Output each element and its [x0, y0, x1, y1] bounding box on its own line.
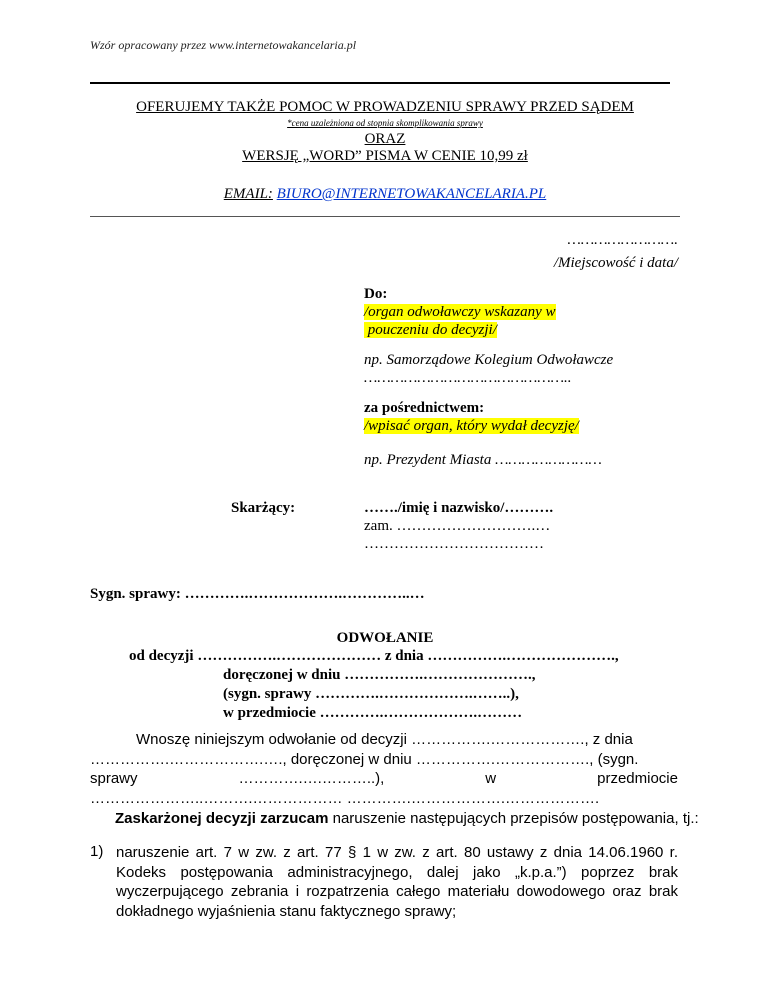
addressee-organ-line-1: /organ odwoławczy wskazany w: [364, 304, 556, 320]
list-item-text: naruszenie art. 7 w zw. z art. 77 § 1 w zw. z art. 80 ustawy z dnia 14.06.1960 r. Kodeks postępowania administracyjnego, dalej jako „k.p.a.”) poprzez brak wyczerpującego zebrania i rozpatrzenia całego materiału dowodowego oraz brak dokładnego wyjaśnienia stanu faktycznego sprawy;: [116, 844, 678, 920]
paragraph-line-2: …………….……………….…., doręczonej w dniu …………….………………., (sygn.: [90, 750, 639, 768]
date-label: /Miejscowość i data/: [553, 255, 678, 271]
header-note: Wzór opracowany przez www.internetowakancelaria.pl: [90, 38, 357, 52]
promo-line-1: OFERUJEMY TAKŻE POMOC W PROWADZENIU SPRAWY PRZED SĄDEM: [136, 99, 634, 115]
case-reference: Sygn. sprawy: ………….……………….…………..…: [90, 586, 425, 602]
header-divider: [90, 82, 670, 84]
complainant-address-1: zam. ……………………….…: [364, 518, 551, 534]
charge-statement: Zaskarżonej decyzji zarzucam naruszenie następujących przepisów postępowania, tj.:: [115, 810, 699, 827]
paragraph-line-4: …………………..……….……………… ………….……………….……………….: [90, 789, 600, 807]
paragraph-line-1: Wnoszę niniejszym odwołanie od decyzji …………….………………., z dnia: [136, 731, 633, 748]
email-link[interactable]: BIURO@INTERNETOWAKANCELARIA.PL: [276, 186, 547, 202]
addressee-organ-line-2: pouczeniu do decyzji/: [364, 322, 497, 338]
promo-line-3: WERSJĘ „WORD” PISMA W CENIE 10,99 zł: [242, 148, 528, 164]
complainant-label: Skarżący:: [231, 500, 296, 516]
appeal-paragraph: [90, 730, 678, 808]
date-placeholder: …………………….: [567, 232, 678, 248]
promo-email-line: [90, 186, 680, 203]
paragraph-line-3: sprawy ………….….………..), w przedmiocie: [90, 770, 678, 787]
promo-divider: [90, 216, 680, 217]
addressee-example: np. Samorządowe Kolegium Odwoławcze: [364, 352, 614, 368]
promo-line-2: ORAZ: [364, 131, 406, 147]
appeal-decision-line: od decyzji …………….………………… z dnia …………….………………….,: [129, 648, 619, 664]
addressee-example-dots: ………………………………………..: [364, 370, 572, 386]
complainant-name: ……./imię i nazwisko/……….: [364, 500, 554, 516]
via-label: za pośrednictwem:: [364, 400, 485, 416]
appeal-delivery-line: doręczonej w dniu …………….………………….,: [223, 667, 536, 683]
complainant-address-2: ………………………………: [364, 536, 544, 552]
via-organ: /wpisać organ, który wydał decyzję/: [364, 418, 579, 434]
email-label: EMAIL:: [223, 186, 273, 202]
appeal-case-line: (sygn. sprawy ………….……………….……..),: [223, 686, 519, 702]
list-item-number: 1): [90, 843, 104, 860]
addressee-label: Do:: [364, 286, 388, 302]
appeal-subject-line: w przedmiocie ………….……………….………: [223, 705, 523, 721]
appeal-title: ODWOŁANIE: [336, 630, 434, 646]
via-example: np. Prezydent Miasta ……………………: [364, 452, 602, 468]
promo-footnote: *cena uzależniona od stopnia skomplikowania sprawy: [287, 118, 483, 128]
